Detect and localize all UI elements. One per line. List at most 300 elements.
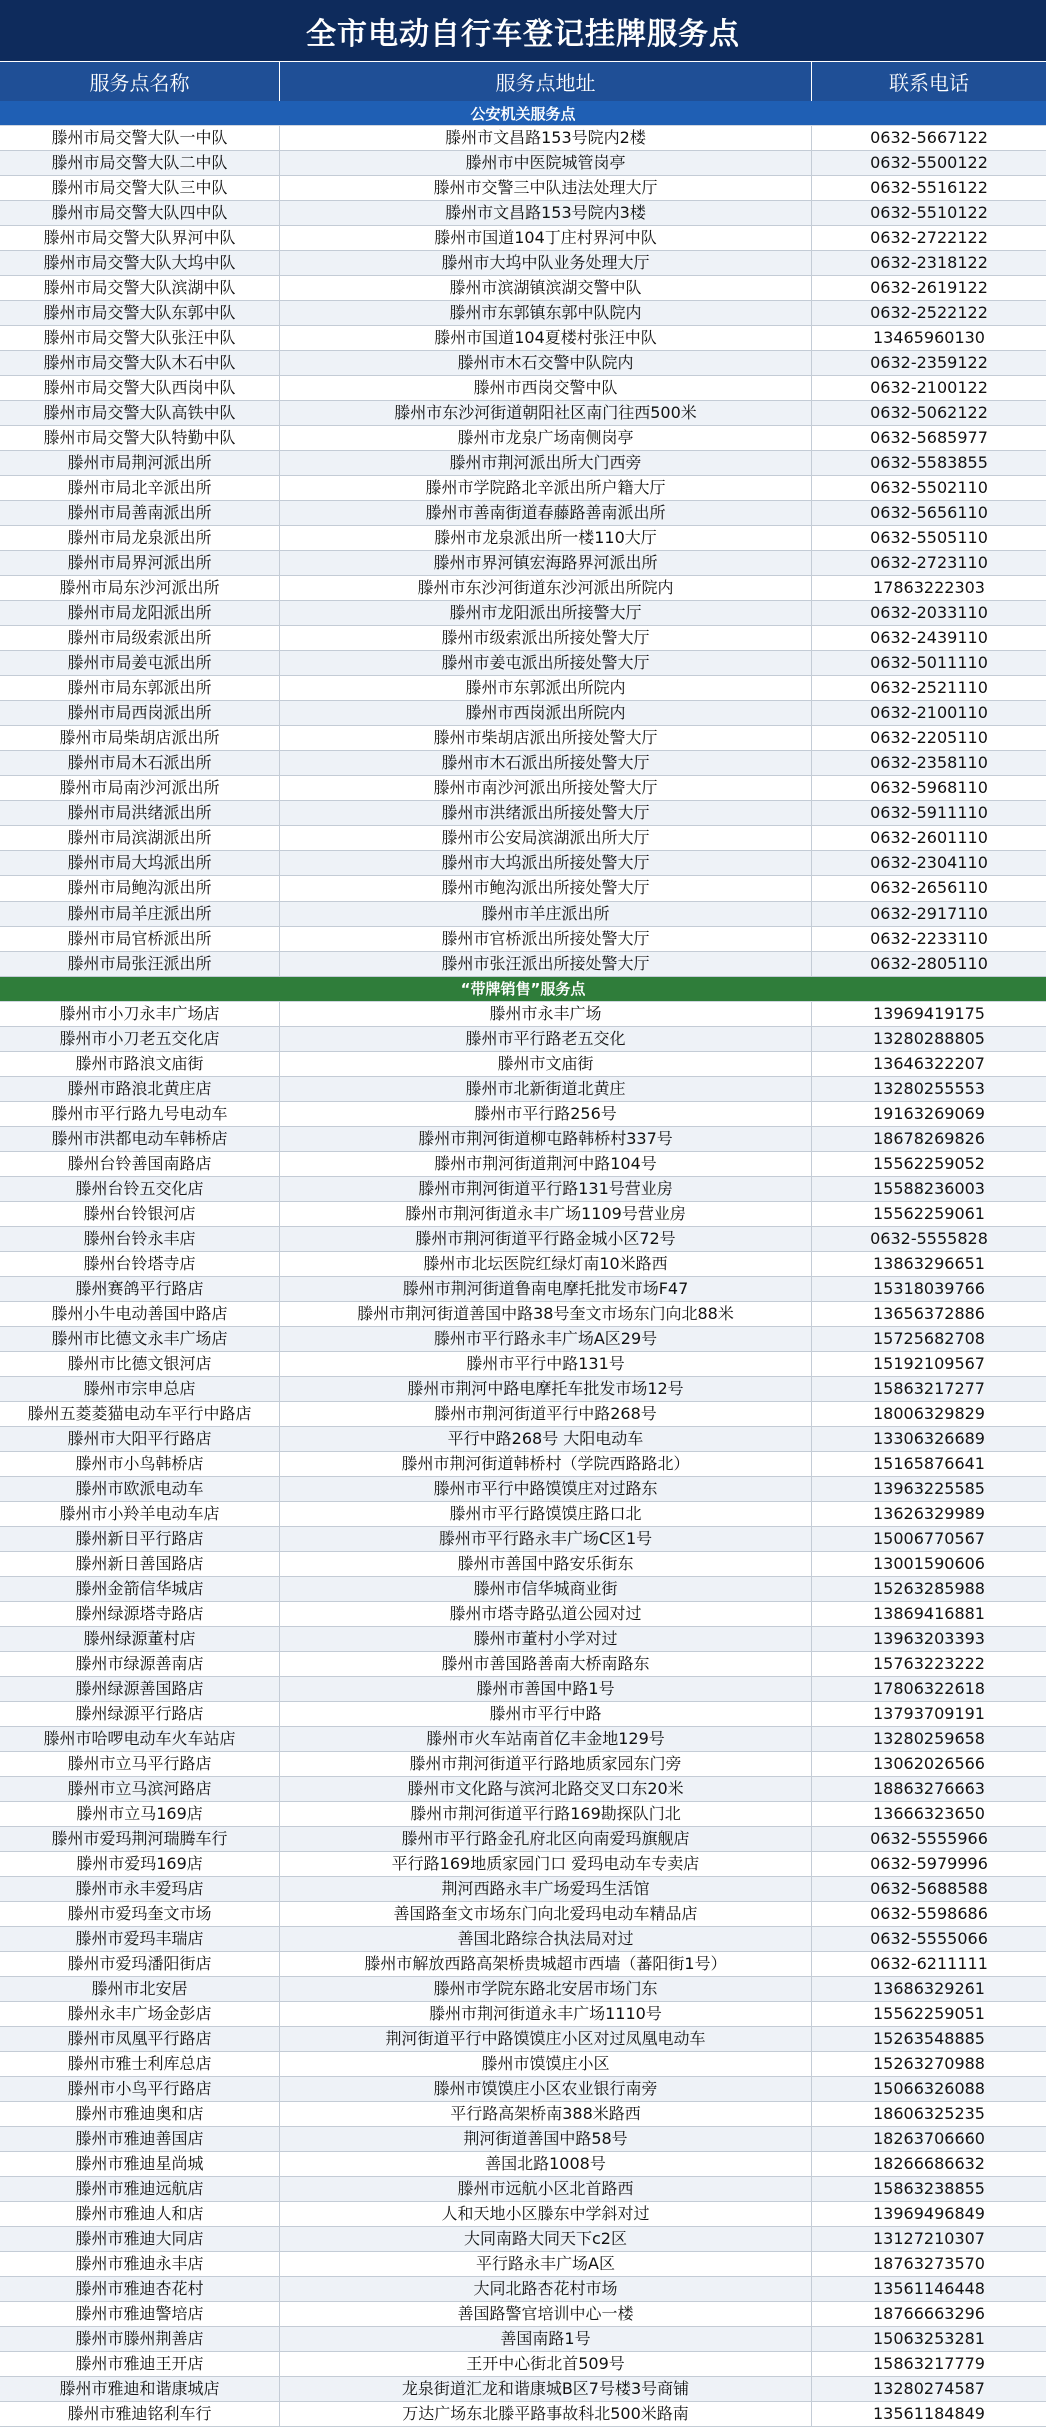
cell-address: 滕州市东沙河街道朝阳社区南门往西500米 (280, 401, 812, 425)
cell-phone: 15318039766 (873, 1278, 985, 1298)
cell-phone: 15763223222 (873, 1653, 985, 1673)
cell-phone: 15165876641 (873, 1453, 985, 1473)
table-row (0, 151, 1046, 176)
cell-phone: 13306326689 (873, 1428, 985, 1448)
cell-name: 滕州市局交警大队滨湖中队 (0, 276, 280, 300)
cell-name: 滕州市小羚羊电动车店 (0, 1502, 280, 1526)
table-row (0, 551, 1046, 576)
cell-phone: 0632-5685977 (870, 428, 988, 448)
cell-name: 滕州市永丰爱玛店 (0, 1877, 280, 1901)
cell-address: 滕州市平行中路131号 (280, 1352, 812, 1376)
cell-name: 滕州市局羊庄派出所 (0, 902, 280, 926)
cell-name: 滕州市雅迪奥和店 (0, 2102, 280, 2126)
cell-name: 滕州市雅迪警培店 (0, 2302, 280, 2326)
table-row (0, 176, 1046, 201)
cell-address: 大同南路大同天下c2区 (280, 2227, 812, 2251)
table-row (0, 751, 1046, 776)
table-row (0, 2152, 1046, 2177)
table-row (0, 1852, 1046, 1877)
cell-name: 滕州市局交警大队一中队 (0, 126, 280, 150)
cell-name: 滕州五菱菱猫电动车平行中路店 (0, 1402, 280, 1426)
table-row (0, 2352, 1046, 2377)
cell-phone: 0632-5505110 (870, 528, 988, 548)
cell-name: 滕州台铃永丰店 (0, 1227, 280, 1251)
cell-address: 平行路永丰广场A区 (280, 2252, 812, 2276)
cell-phone: 0632-5968110 (870, 778, 988, 798)
cell-address: 滕州市东郭镇东郭中队院内 (280, 301, 812, 325)
cell-phone: 0632-5500122 (870, 153, 988, 173)
cell-phone: 13863296651 (873, 1253, 985, 1273)
cell-phone: 18763273570 (873, 2254, 985, 2274)
cell-phone: 0632-2358110 (870, 753, 988, 773)
table-row (0, 1477, 1046, 1502)
cell-address: 善国南路1号 (280, 2327, 812, 2351)
cell-name: 滕州市哈啰电动车火车站店 (0, 1727, 280, 1751)
cell-phone: 13280259658 (873, 1729, 985, 1749)
table-row (0, 426, 1046, 451)
cell-phone: 13963225585 (873, 1478, 985, 1498)
table-row (0, 726, 1046, 751)
cell-name: 滕州市雅迪和谐康城店 (0, 2377, 280, 2401)
cell-address: 滕州市荆河街道鲁南电摩托批发市场F47 (280, 1277, 812, 1301)
cell-name: 滕州市宗申总店 (0, 1377, 280, 1401)
table-row (0, 1827, 1046, 1852)
cell-address: 滕州市木石交警中队院内 (280, 351, 812, 375)
cell-address: 滕州市荆河街道善国中路38号奎文市场东门向北88米 (280, 1302, 812, 1326)
cell-address: 王开中心街北首509号 (280, 2352, 812, 2376)
cell-phone: 15562259061 (873, 1203, 985, 1223)
cell-phone: 19163269069 (873, 1103, 985, 1123)
cell-phone: 18766663296 (873, 2304, 985, 2324)
cell-address: 滕州市滨湖镇滨湖交警中队 (280, 276, 812, 300)
cell-phone: 0632-5011110 (870, 653, 988, 673)
cell-phone: 13280274587 (873, 2379, 985, 2399)
cell-phone: 0632-5516122 (870, 178, 988, 198)
cell-address: 滕州市大坞中队业务处理大厅 (280, 251, 812, 275)
cell-phone: 15863217779 (873, 2354, 985, 2374)
table-row (0, 876, 1046, 901)
table-row (0, 1652, 1046, 1677)
table-row (0, 401, 1046, 426)
cell-name: 滕州市绿源善南店 (0, 1652, 280, 1676)
cell-phone: 13626329989 (873, 1503, 985, 1523)
cell-phone: 18678269826 (873, 1128, 985, 1148)
cell-phone: 15863217277 (873, 1378, 985, 1398)
cell-phone: 13666323650 (873, 1804, 985, 1824)
cell-phone: 0632-5688588 (870, 1879, 988, 1899)
table-row (0, 2077, 1046, 2102)
cell-address: 善国路警官培训中心一楼 (280, 2302, 812, 2326)
cell-name: 滕州市局界河派出所 (0, 551, 280, 575)
cell-address: 滕州市馍馍庄小区 (280, 2052, 812, 2076)
cell-name: 滕州市小鸟韩桥店 (0, 1452, 280, 1476)
header-phone: 联系电话 (889, 71, 969, 95)
table-row (0, 576, 1046, 601)
cell-address: 荆河街道善国中路58号 (280, 2127, 812, 2151)
cell-address: 滕州市龙阳派出所接警大厅 (280, 601, 812, 625)
table-row (0, 601, 1046, 626)
table-row (0, 2377, 1046, 2402)
table-row (0, 1727, 1046, 1752)
cell-phone: 13963203393 (873, 1628, 985, 1648)
table-row (0, 676, 1046, 701)
cell-phone: 13969496849 (873, 2204, 985, 2224)
table-row (0, 651, 1046, 676)
cell-address: 滕州市远航小区北首路西 (280, 2177, 812, 2201)
table-row (0, 1527, 1046, 1552)
cell-name: 滕州永丰广场金彭店 (0, 2002, 280, 2026)
cell-address: 滕州市馍馍庄小区农业银行南旁 (280, 2077, 812, 2101)
page-title: 全市电动自行车登记挂牌服务点 (0, 0, 1046, 62)
cell-phone: 0632-2100122 (870, 378, 988, 398)
table-row (0, 1327, 1046, 1352)
cell-address: 滕州市荆河街道永丰广场1110号 (280, 2002, 812, 2026)
cell-name: 滕州小牛电动善国中路店 (0, 1302, 280, 1326)
cell-name: 滕州市爱玛169店 (0, 1852, 280, 1876)
cell-address: 滕州市国道104夏楼村张汪中队 (280, 326, 812, 350)
cell-address: 滕州市平行中路馍馍庄对过路东 (280, 1477, 812, 1501)
table-row (0, 1877, 1046, 1902)
cell-phone: 13465960130 (873, 328, 985, 348)
cell-phone: 0632-5502110 (870, 478, 988, 498)
table-row (0, 1502, 1046, 1527)
cell-address: 滕州市东郭派出所院内 (280, 676, 812, 700)
header-address: 服务点地址 (280, 62, 812, 101)
cell-phone: 13280255553 (873, 1078, 985, 1098)
cell-phone: 0632-6211111 (870, 1954, 988, 1974)
table-row (0, 902, 1046, 927)
cell-phone: 15063253281 (873, 2329, 985, 2349)
cell-phone: 0632-5911110 (870, 803, 988, 823)
cell-phone: 0632-5656110 (870, 503, 988, 523)
cell-phone: 0632-5555828 (870, 1228, 988, 1248)
cell-name: 滕州绿源善国路店 (0, 1677, 280, 1701)
cell-phone: 0632-2619122 (870, 278, 988, 298)
header-name: 服务点名称 (0, 62, 280, 101)
cell-phone: 15263548885 (873, 2029, 985, 2049)
cell-address: 平行路169地质家园门口 爱玛电动车专卖店 (280, 1852, 812, 1876)
cell-phone: 0632-5667122 (870, 128, 988, 148)
cell-phone: 0632-2439110 (870, 628, 988, 648)
cell-address: 滕州市鲍沟派出所接处警大厅 (280, 876, 812, 900)
cell-address: 滕州市文庙街 (280, 1052, 812, 1076)
table-row (0, 1577, 1046, 1602)
cell-address: 滕州市级索派出所接处警大厅 (280, 626, 812, 650)
cell-address: 善国北路综合执法局对过 (280, 1927, 812, 1951)
cell-phone: 15263285988 (873, 1578, 985, 1598)
cell-address: 滕州市交警三中队违法处理大厅 (280, 176, 812, 200)
cell-name: 滕州市局交警大队西岗中队 (0, 376, 280, 400)
cell-phone: 13127210307 (873, 2229, 985, 2249)
table-row (0, 1352, 1046, 1377)
cell-name: 滕州市局东沙河派出所 (0, 576, 280, 600)
cell-name: 滕州台铃善国南路店 (0, 1152, 280, 1176)
table-row (0, 776, 1046, 801)
cell-name: 滕州市局交警大队特勤中队 (0, 426, 280, 450)
cell-address: 滕州市善南街道春藤路善南派出所 (280, 501, 812, 525)
table-row (0, 251, 1046, 276)
cell-name: 滕州市局荆河派出所 (0, 451, 280, 475)
cell-name: 滕州市雅迪星尚城 (0, 2152, 280, 2176)
cell-phone: 0632-2522122 (870, 303, 988, 323)
table-row (0, 2052, 1046, 2077)
table-row (0, 851, 1046, 876)
cell-phone: 18863276663 (873, 1779, 985, 1799)
cell-phone: 0632-5555066 (870, 1929, 988, 1949)
cell-name: 滕州市局张汪派出所 (0, 952, 280, 976)
table-row (0, 201, 1046, 226)
cell-name: 滕州市局交警大队张汪中队 (0, 326, 280, 350)
table-row (0, 376, 1046, 401)
table-header (0, 62, 1046, 101)
table-row (0, 2202, 1046, 2227)
cell-address: 滕州市洪绪派出所接处警大厅 (280, 801, 812, 825)
cell-name: 滕州市局洪绪派出所 (0, 801, 280, 825)
table-row (0, 276, 1046, 301)
cell-address: 善国路奎文市场东门向北爱玛电动车精品店 (280, 1902, 812, 1926)
cell-phone: 13062026566 (873, 1754, 985, 1774)
cell-phone: 13280288805 (873, 1028, 985, 1048)
cell-name: 滕州市局交警大队木石中队 (0, 351, 280, 375)
cell-address: 龙泉街道汇龙和谐康城B区7号楼3号商铺 (280, 2377, 812, 2401)
cell-name: 滕州市雅迪永丰店 (0, 2252, 280, 2276)
table-row (0, 1277, 1046, 1302)
cell-phone: 15066326088 (873, 2079, 985, 2099)
cell-phone: 0632-2304110 (870, 853, 988, 873)
table-row (0, 1752, 1046, 1777)
cell-phone: 0632-5598686 (870, 1904, 988, 1924)
cell-address: 滕州市平行路256号 (280, 1102, 812, 1126)
table-row (0, 1927, 1046, 1952)
cell-phone: 15006770567 (873, 1528, 985, 1548)
cell-phone: 18266686632 (873, 2154, 985, 2174)
table-row (0, 626, 1046, 651)
cell-phone: 17806322618 (873, 1678, 985, 1698)
cell-phone: 15588236003 (873, 1178, 985, 1198)
table-row (0, 1902, 1046, 1927)
cell-address: 滕州市姜屯派出所接处警大厅 (280, 651, 812, 675)
table-row (0, 1177, 1046, 1202)
table-row (0, 1952, 1046, 1977)
cell-address: 滕州市平行路老五交化 (280, 1027, 812, 1051)
cell-name: 滕州市平行路九号电动车 (0, 1102, 280, 1126)
cell-phone: 0632-2233110 (870, 928, 988, 948)
cell-name: 滕州市局大坞派出所 (0, 851, 280, 875)
cell-phone: 0632-2521110 (870, 678, 988, 698)
cell-address: 滕州市公安局滨湖派出所大厅 (280, 826, 812, 850)
cell-address: 滕州市荆河街道平行路131号营业房 (280, 1177, 812, 1201)
cell-name: 滕州市小刀永丰广场店 (0, 1002, 280, 1026)
cell-name: 滕州市局滨湖派出所 (0, 826, 280, 850)
cell-address: 滕州市官桥派出所接处警大厅 (280, 927, 812, 951)
cell-name: 滕州市局北辛派出所 (0, 476, 280, 500)
table-row (0, 2227, 1046, 2252)
cell-address: 滕州市西岗交警中队 (280, 376, 812, 400)
table-body (0, 101, 1046, 2428)
cell-phone: 0632-2722122 (870, 228, 988, 248)
cell-address: 滕州市学院路北辛派出所户籍大厅 (280, 476, 812, 500)
cell-phone: 13561184849 (873, 2404, 985, 2424)
cell-address: 滕州市信华城商业街 (280, 1577, 812, 1601)
cell-name: 滕州市局东郭派出所 (0, 676, 280, 700)
table-row (0, 2177, 1046, 2202)
cell-address: 滕州市平行路金孔府北区向南爱玛旗舰店 (280, 1827, 812, 1851)
cell-address: 滕州市荆河街道平行路金城小区72号 (280, 1227, 812, 1251)
cell-name: 滕州市小鸟平行路店 (0, 2077, 280, 2101)
cell-address: 大同北路杏花村市场 (280, 2277, 812, 2301)
cell-phone: 18263706660 (873, 2129, 985, 2149)
cell-phone: 13001590606 (873, 1553, 985, 1573)
table-row (0, 1152, 1046, 1177)
table-row (0, 2102, 1046, 2127)
cell-address: 滕州市文化路与滨河北路交叉口东20米 (280, 1777, 812, 1801)
cell-address: 滕州市柴胡店派出所接处警大厅 (280, 726, 812, 750)
cell-name: 滕州市局鲍沟派出所 (0, 876, 280, 900)
cell-address: 滕州市善国中路1号 (280, 1677, 812, 1701)
table-row (0, 927, 1046, 952)
cell-name: 滕州市雅迪杏花村 (0, 2277, 280, 2301)
cell-address: 滕州市大坞派出所接处警大厅 (280, 851, 812, 875)
cell-name: 滕州市爱玛丰瑞店 (0, 1927, 280, 1951)
table-row (0, 1227, 1046, 1252)
cell-name: 滕州市局交警大队界河中队 (0, 226, 280, 250)
table-row (0, 2277, 1046, 2302)
table-row (0, 2127, 1046, 2152)
cell-name: 滕州市比德文永丰广场店 (0, 1327, 280, 1351)
cell-address: 滕州市西岗派出所院内 (280, 701, 812, 725)
cell-phone: 15562259051 (873, 2004, 985, 2024)
cell-address: 滕州市荆河街道韩桥村（学院西路路北） (280, 1452, 812, 1476)
cell-name: 滕州市比德文银河店 (0, 1352, 280, 1376)
cell-name: 滕州市局交警大队二中队 (0, 151, 280, 175)
table-row (0, 1552, 1046, 1577)
cell-address: 滕州市南沙河派出所接处警大厅 (280, 776, 812, 800)
table-row (0, 826, 1046, 851)
cell-address: 滕州市荆河街道柳屯路韩桥村337号 (280, 1127, 812, 1151)
table-row (0, 1427, 1046, 1452)
cell-name: 滕州市局交警大队三中队 (0, 176, 280, 200)
cell-address: 滕州市荆河街道永丰广场1109号营业房 (280, 1202, 812, 1226)
cell-phone: 13869416881 (873, 1603, 985, 1623)
cell-address: 滕州市荆河中路电摩托车批发市场12号 (280, 1377, 812, 1401)
table-row (0, 126, 1046, 151)
cell-address: 滕州市荆河街道平行路地质家园东门旁 (280, 1752, 812, 1776)
cell-address: 滕州市学院东路北安居市场门东 (280, 1977, 812, 2001)
cell-address: 荆河街道平行中路馍馍庄小区对过凤凰电动车 (280, 2027, 812, 2051)
cell-address: 滕州市塔寺路弘道公园对过 (280, 1602, 812, 1626)
cell-phone: 13686329261 (873, 1979, 985, 1999)
cell-name: 滕州市局南沙河派出所 (0, 776, 280, 800)
table-row (0, 2402, 1046, 2427)
cell-address: 万达广场东北滕平路事故科北500米路南 (280, 2402, 812, 2426)
cell-address: 滕州市善国路善南大桥南路东 (280, 1652, 812, 1676)
cell-address: 滕州市龙泉广场南侧岗亭 (280, 426, 812, 450)
cell-name: 滕州市路浪北黄庄店 (0, 1077, 280, 1101)
table-row (0, 1302, 1046, 1327)
cell-name: 滕州市局姜屯派出所 (0, 651, 280, 675)
cell-phone: 15863238855 (873, 2179, 985, 2199)
cell-phone: 18606325235 (873, 2104, 985, 2124)
table-row (0, 1052, 1046, 1077)
cell-phone: 0632-5062122 (870, 403, 988, 423)
cell-name: 滕州市雅迪善国店 (0, 2127, 280, 2151)
cell-name: 滕州市局柴胡店派出所 (0, 726, 280, 750)
table-row (0, 451, 1046, 476)
cell-address: 滕州市平行路馍馍庄路口北 (280, 1502, 812, 1526)
table-row (0, 701, 1046, 726)
cell-name: 滕州赛鸽平行路店 (0, 1277, 280, 1301)
cell-name: 滕州市局官桥派出所 (0, 927, 280, 951)
table-row (0, 1677, 1046, 1702)
table-row (0, 1127, 1046, 1152)
cell-phone: 0632-2723110 (870, 553, 988, 573)
table-row (0, 1202, 1046, 1227)
cell-address: 滕州市火车站南首亿丰金地129号 (280, 1727, 812, 1751)
cell-address: 滕州市中医院城管岗亭 (280, 151, 812, 175)
cell-name: 滕州市立马平行路店 (0, 1752, 280, 1776)
cell-address: 滕州市荆河街道平行中路268号 (280, 1402, 812, 1426)
table-row (0, 501, 1046, 526)
cell-name: 滕州市路浪文庙街 (0, 1052, 280, 1076)
cell-phone: 13646322207 (873, 1053, 985, 1073)
cell-name: 滕州市局级索派出所 (0, 626, 280, 650)
cell-phone: 0632-2100110 (870, 703, 988, 723)
cell-phone: 0632-2601110 (870, 828, 988, 848)
cell-name: 滕州市局交警大队东郭中队 (0, 301, 280, 325)
cell-name: 滕州市欧派电动车 (0, 1477, 280, 1501)
cell-phone: 17863222303 (873, 578, 985, 598)
table-row (0, 2027, 1046, 2052)
cell-name: 滕州市局龙阳派出所 (0, 601, 280, 625)
cell-address: 滕州市董村小学对过 (280, 1627, 812, 1651)
table-row (0, 952, 1046, 977)
table-row (0, 526, 1046, 551)
cell-address: 滕州市平行路永丰广场A区29号 (280, 1327, 812, 1351)
section-header: “带牌销售”服务点 (0, 977, 1046, 1002)
cell-address: 滕州市荆河街道平行路169勘探队门北 (280, 1802, 812, 1826)
cell-address: 滕州市荆河街道荆河中路104号 (280, 1152, 812, 1176)
table-row (0, 2002, 1046, 2027)
cell-address: 滕州市东沙河街道东沙河派出所院内 (280, 576, 812, 600)
cell-phone: 0632-5555966 (870, 1829, 988, 1849)
cell-name: 滕州绿源董村店 (0, 1627, 280, 1651)
cell-name: 滕州市局木石派出所 (0, 751, 280, 775)
cell-phone: 0632-2318122 (870, 253, 988, 273)
cell-name: 滕州市小刀老五交化店 (0, 1027, 280, 1051)
cell-name: 滕州市雅迪远航店 (0, 2177, 280, 2201)
cell-address: 滕州市国道104丁庄村界河中队 (280, 226, 812, 250)
cell-address: 滕州市张汪派出所接处警大厅 (280, 952, 812, 976)
cell-name: 滕州市爱玛潘阳街店 (0, 1952, 280, 1976)
table-row (0, 1402, 1046, 1427)
cell-name: 滕州市局善南派出所 (0, 501, 280, 525)
cell-address: 滕州市文昌路153号院内3楼 (280, 201, 812, 225)
table-row (0, 1452, 1046, 1477)
cell-name: 滕州市局交警大队四中队 (0, 201, 280, 225)
cell-address: 滕州市界河镇宏海路界河派出所 (280, 551, 812, 575)
table-row (0, 301, 1046, 326)
cell-phone: 0632-5583855 (870, 453, 988, 473)
table-row (0, 1252, 1046, 1277)
cell-name: 滕州台铃塔寺店 (0, 1252, 280, 1276)
cell-name: 滕州新日善国路店 (0, 1552, 280, 1576)
cell-name: 滕州市爱玛荆河瑞腾车行 (0, 1827, 280, 1851)
table-row (0, 1777, 1046, 1802)
table-row (0, 1102, 1046, 1127)
cell-phone: 18006329829 (873, 1403, 985, 1423)
cell-address: 滕州市文昌路153号院内2楼 (280, 126, 812, 150)
cell-name: 滕州市立马滨河路店 (0, 1777, 280, 1801)
